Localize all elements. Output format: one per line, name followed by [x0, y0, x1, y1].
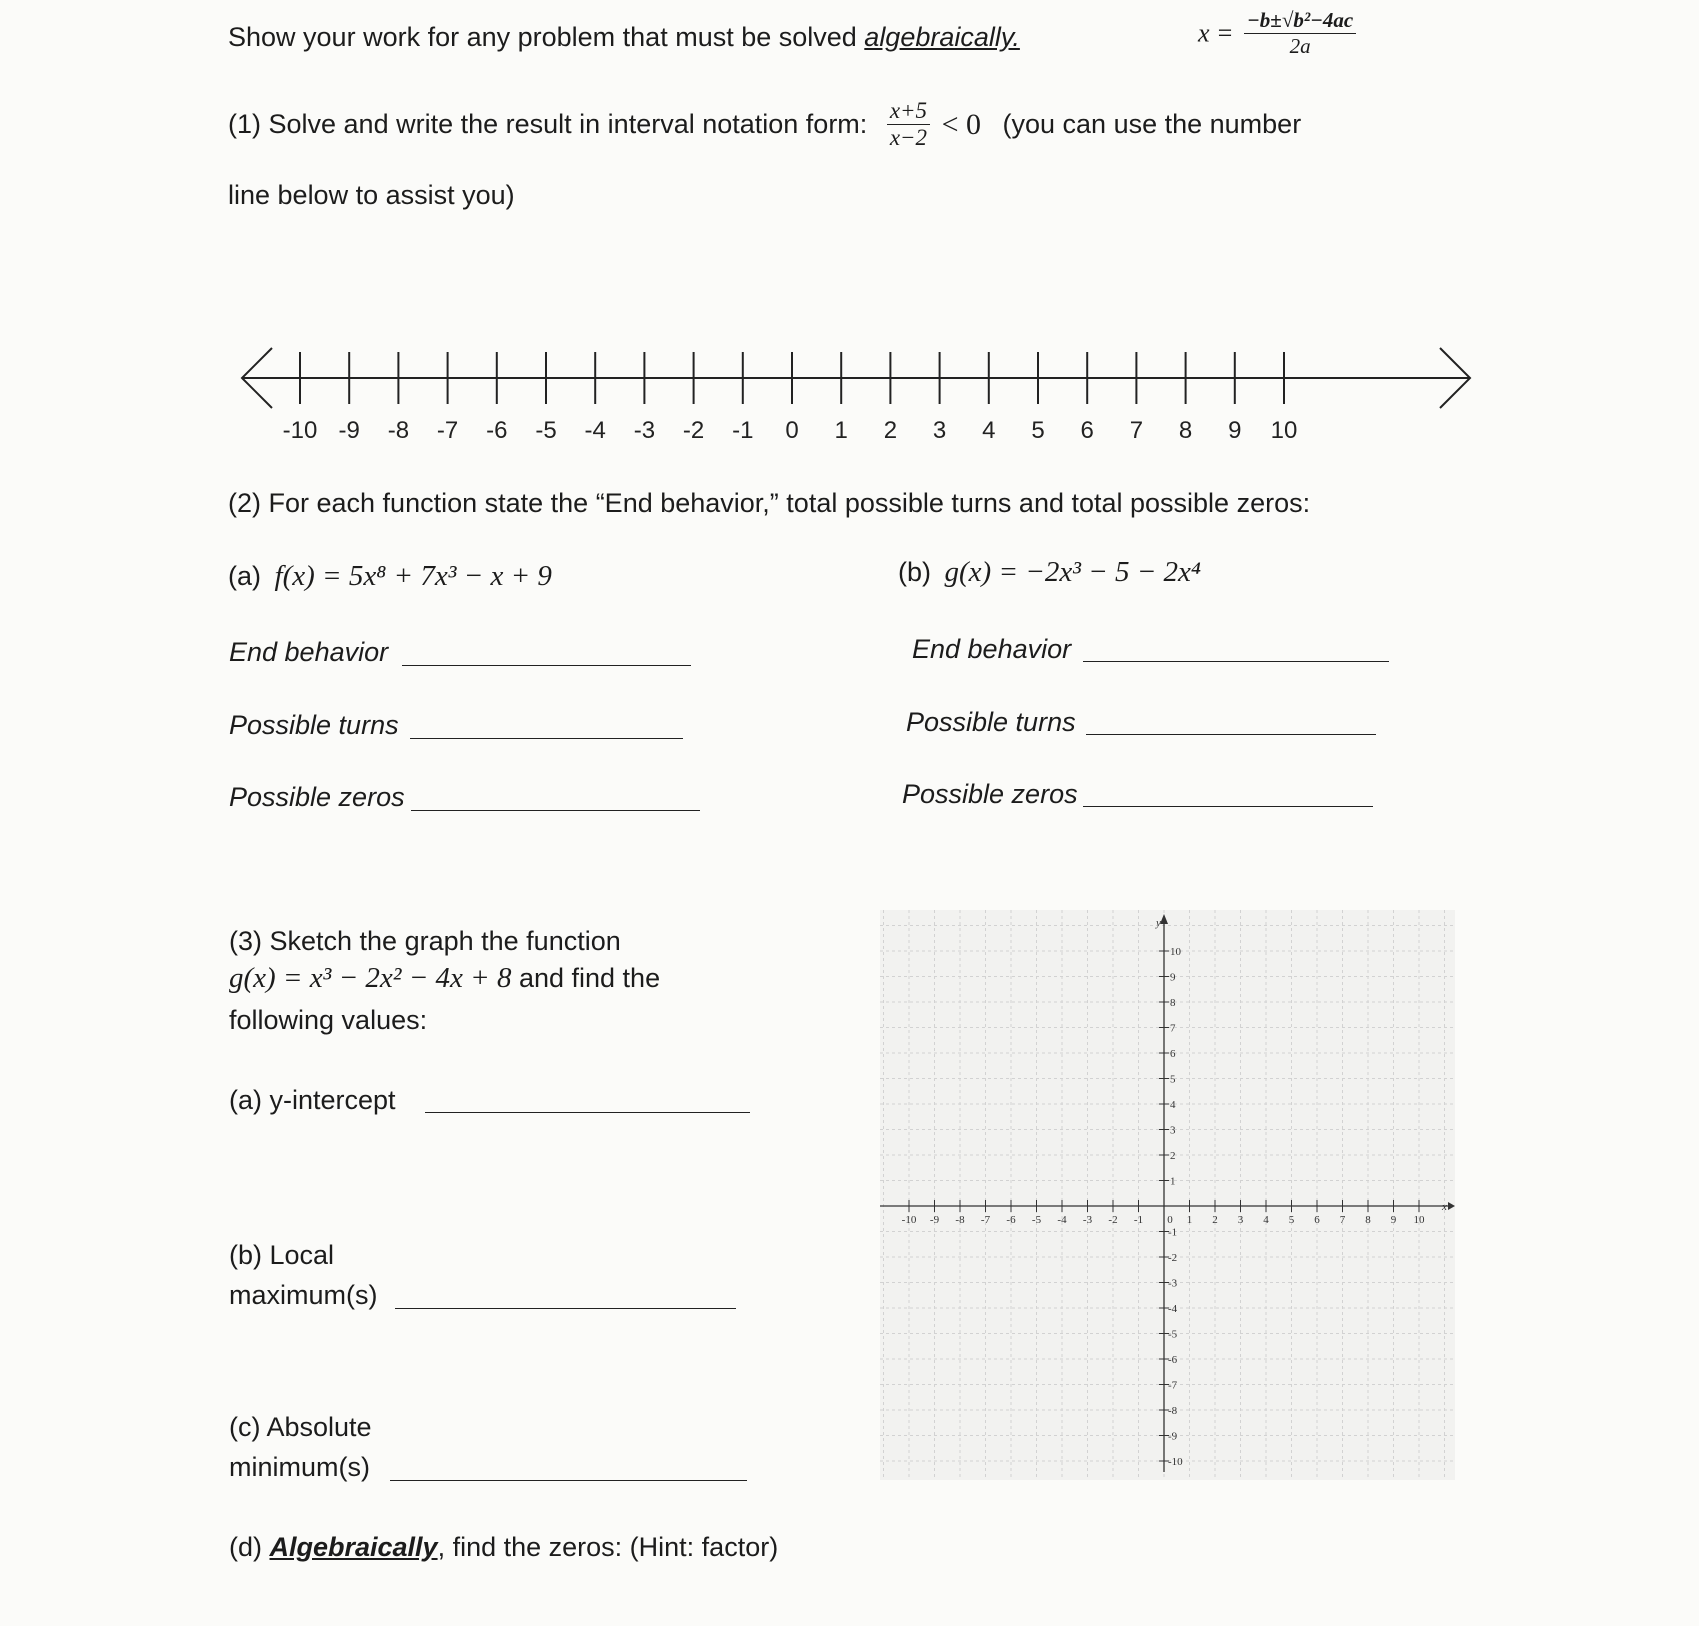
y-axis-label: 4	[1170, 1099, 1176, 1111]
x-axis-label: 10	[1413, 1214, 1425, 1226]
x-axis-label: 1	[1186, 1214, 1193, 1226]
instructions-emphasis: algebraically.	[864, 22, 1020, 52]
number-line-label: -2	[682, 417, 705, 444]
y-axis-label: 2	[1170, 1150, 1176, 1162]
q3c-label-line2: minimum(s)	[229, 1452, 370, 1482]
q3c-blank[interactable]	[390, 1480, 747, 1481]
q2a-end-behavior-label: End behavior	[229, 637, 389, 667]
q2b-end-behavior-label: End behavior	[912, 634, 1072, 664]
q3b-label-line1: (b) Local	[229, 1240, 335, 1270]
number-line-label: 8	[1178, 417, 1193, 444]
y-axis-label: -3	[1168, 1277, 1178, 1290]
x-axis-name: x	[1442, 1201, 1447, 1213]
y-axis-label: 10	[1170, 946, 1181, 958]
y-axis-label: 5	[1170, 1073, 1176, 1086]
number-line-label: -6	[486, 417, 508, 444]
number-line-label: -8	[387, 417, 410, 444]
q3c-label-line1: (c) Absolute	[229, 1412, 372, 1442]
x-axis-label: -9	[929, 1214, 940, 1226]
quadratic-formula	[1198, 8, 1356, 59]
x-axis-label: 3	[1237, 1214, 1244, 1226]
q3-function: g(x) = x³ − 2x² − 4x + 8	[229, 962, 512, 994]
number-line-label: -9	[338, 417, 360, 444]
y-axis-label: 6	[1170, 1048, 1176, 1060]
q2a-turns-blank[interactable]	[410, 738, 683, 739]
q1-fraction	[887, 98, 930, 151]
q3-line3: following values:	[229, 1005, 428, 1035]
x-axis-label: 6	[1314, 1214, 1320, 1226]
q2a-zeros-blank[interactable]	[411, 810, 700, 811]
q2b-function: g(x) = −2x³ − 5 − 2x⁴	[944, 556, 1201, 588]
y-axis-label: -8	[1168, 1405, 1178, 1417]
x-axis-label: -10	[901, 1214, 917, 1226]
q3d-emphasis: Algebraically	[269, 1532, 438, 1562]
q3d-prompt	[229, 1532, 778, 1563]
q3-line1: (3) Sketch the graph the function	[229, 926, 621, 956]
q2b-heading	[898, 556, 1201, 589]
x-axis-label: -4	[1057, 1214, 1067, 1226]
q2b-zeros-label: Possible zeros	[902, 779, 1078, 809]
y-axis-label: -7	[1168, 1379, 1178, 1392]
x-axis-label: 7	[1339, 1214, 1346, 1226]
x-axis-label: -1	[1133, 1214, 1144, 1226]
formula-lhs: x =	[1198, 18, 1234, 48]
q2b-label: (b)	[898, 557, 931, 587]
q2a-label: (a)	[228, 561, 261, 591]
x-axis-label: -5	[1031, 1214, 1042, 1226]
number-line	[230, 330, 1490, 450]
y-axis-label: -6	[1168, 1354, 1178, 1366]
x-axis-label: 4	[1263, 1214, 1269, 1226]
y-axis-label: -9	[1168, 1430, 1178, 1443]
number-line-label: -3	[633, 417, 656, 444]
formula-fraction	[1244, 8, 1356, 59]
x-axis-label: 0	[1167, 1214, 1173, 1226]
number-line-label: 5	[1031, 417, 1045, 444]
q3a-label: (a) y-intercept	[229, 1085, 396, 1115]
x-axis-label: 9	[1390, 1214, 1397, 1226]
q1-line2: line below to assist you)	[228, 180, 515, 210]
number-line-label: -1	[732, 417, 754, 444]
q2a-zeros-label: Possible zeros	[229, 782, 405, 812]
instructions	[228, 22, 1020, 53]
number-line-label: 7	[1129, 417, 1144, 444]
x-axis-label: 5	[1288, 1214, 1295, 1226]
y-axis-label: 3	[1170, 1124, 1176, 1137]
q3b-label-line2: maximum(s)	[229, 1280, 378, 1310]
formula-denominator: 2a	[1289, 34, 1311, 58]
q1-suffix: (you can use the number	[1002, 109, 1302, 139]
q2b-turns-label: Possible turns	[906, 707, 1076, 737]
q1-line1	[228, 98, 1301, 151]
q2b-end-behavior-blank[interactable]	[1083, 661, 1389, 662]
x-axis-label: 8	[1365, 1214, 1371, 1226]
y-axis-label: 1	[1170, 1175, 1176, 1188]
q2-prompt: (2) For each function state the “End behavior,” total possible turns and total possible zeros:	[228, 488, 1311, 518]
q2b-zeros-blank[interactable]	[1083, 806, 1373, 807]
y-axis-label: 9	[1170, 971, 1176, 984]
number-line-label: 4	[982, 417, 996, 444]
y-axis-label: -10	[1168, 1456, 1183, 1468]
q2a-heading	[228, 560, 552, 593]
q3a-blank[interactable]	[425, 1112, 750, 1113]
y-axis-label: 8	[1170, 997, 1176, 1009]
number-line-label: 9	[1228, 417, 1242, 444]
y-axis-name: y	[1156, 917, 1161, 929]
q1-fraction-den: x−2	[889, 125, 928, 150]
q1-inequality: < 0	[941, 107, 981, 141]
grid-background	[880, 910, 1455, 1480]
y-axis-label: 7	[1170, 1022, 1176, 1035]
q1-prompt: (1) Solve and write the result in interval notation form:	[228, 109, 868, 139]
number-line-label: -5	[535, 417, 557, 444]
x-axis-label: -8	[955, 1214, 965, 1226]
y-axis-label: -4	[1168, 1303, 1178, 1315]
q3b-blank[interactable]	[395, 1308, 736, 1309]
q3-line2-suffix: and find the	[511, 963, 661, 993]
q3-line2	[229, 962, 660, 995]
x-axis-label: 2	[1212, 1214, 1218, 1226]
number-line-label: 3	[932, 417, 947, 444]
q2a-function: f(x) = 5x⁸ + 7x³ − x + 9	[274, 560, 552, 592]
number-line-label: -10	[282, 417, 318, 444]
formula-numerator: −b±√b²−4ac	[1244, 8, 1356, 34]
number-line-label: 10	[1270, 417, 1298, 444]
instructions-text: Show your work for any problem that must be solved	[228, 22, 865, 52]
y-axis-label: -5	[1168, 1328, 1178, 1341]
number-line-label: 6	[1080, 417, 1094, 444]
number-line-label: 2	[883, 417, 898, 444]
y-axis-label: -1	[1168, 1226, 1178, 1239]
x-axis-label: -2	[1108, 1214, 1118, 1226]
number-line-label: 1	[834, 417, 848, 444]
x-axis-label: -7	[980, 1214, 991, 1226]
number-line-label: -4	[584, 417, 606, 444]
number-line-label: 0	[785, 417, 799, 444]
q2a-turns-label: Possible turns	[229, 710, 399, 740]
x-axis-label: -6	[1006, 1214, 1016, 1226]
q3d-suffix: , find the zeros: (Hint: factor)	[437, 1532, 779, 1562]
coordinate-grid[interactable]	[880, 910, 1455, 1480]
number-line-label: -7	[436, 417, 459, 444]
q2b-turns-blank[interactable]	[1086, 734, 1376, 735]
x-axis-label: -3	[1082, 1214, 1093, 1226]
q3d-prefix: (d)	[229, 1532, 270, 1562]
q2a-end-behavior-blank[interactable]	[402, 665, 691, 666]
y-axis-label: -2	[1168, 1252, 1178, 1264]
q1-fraction-num: x+5	[887, 98, 930, 125]
